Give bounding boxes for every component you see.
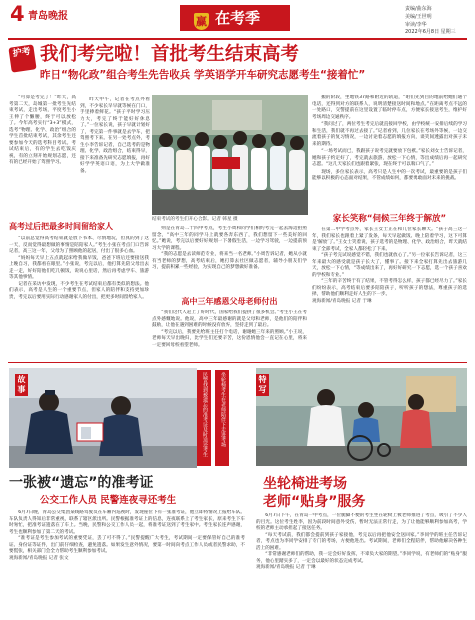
wheelchair-article [256, 513, 467, 614]
article-paragraph: “以前总觉得高考结束就是放下书本、尽情地玩，但真的到了这一天，反而觉得最想做的事情是陪陪家人。”考生小张在考点门口告诉记者，高三这一年，父母为了照顾他的起居，付出了很多心血。 [9, 236, 149, 255]
article-paragraph: “我们这代人赶上了好时代，国家给我们提供了很多机会。”考生小王在考点外感慨地说。他说，高中三年最感谢的就是父母和老师，是他们的陪伴和鼓励，让他在遇到困难的时候没有放弃，坚持走到了最后。 [152, 310, 307, 329]
article-paragraph: “妈妈每天早上五点就起床给我做早饭，爸爸下班后还要接送我上晚自习，我都看在眼里。”小张说，考完以后，他打算先陪父母出去走一走，好好陪他们吃几顿饭，说说心里话，然后再考虑学车、旅游等其他事情。 [9, 255, 149, 281]
story-tag-text: 故事 [17, 375, 26, 394]
banner-shield: 赢 [196, 15, 207, 28]
article-paragraph: 现场，多位家长表示，高考只是人生中的一次考试，最重要的是孩子们能够以积极的心态面对结果，不管成绩如何，都要勇敢面对未来的挑战。 [312, 169, 467, 182]
article-paragraph: “准考证是考生参加考试的重要凭证，丢了可不得了。”民警提醒广大考生，考试期间一定要保管好自己的准考证、身份证等证件，出门前仔细检查，避免遗落。如果发生意外情况，要第一时间向考点工作人员或者民警求助，不要慌张，相关部门会全力帮助考生顺利参加考试。 [9, 536, 245, 555]
photo-caption: 结束考试的考生们开心合影。记者 韩星 摄 [152, 217, 238, 222]
wheelchair-headline-line2: 老师“贴身”服务 [263, 494, 366, 510]
article-paragraph: “一场考试而已，我跟孩子说考完就要放下包袱。”家长刘女士告诉记者，她和孩子约定好了，考完就去旅游，放松一下心情，等出成绩后再一起研究志愿。“这几天家长们也跟着紧张，现在终于可以喘口气了。” [312, 149, 467, 168]
editor-line: 美编/王世明 [405, 14, 432, 20]
intro-column-main [80, 97, 150, 215]
story-tag [15, 374, 28, 396]
paper-name: 青岛晚报 [28, 11, 68, 22]
wheelchair-side-caption: 坐轮椅考生在老师陪伴下走进考场 [215, 370, 229, 466]
right-article [312, 95, 467, 225]
section-divider [8, 362, 467, 363]
page-number: 4 [10, 2, 25, 26]
article-paragraph: “三年的辛苦终于有了结果，不管考得怎么样，孩子都已经尽力了。”家长们纷纷表示，高考结束后要多陪陪孩子，听听孩子的想法，尊重孩子的选择，帮助他们顺利走好人生的下一步。 [312, 279, 467, 298]
article-paragraph: 6月7日晚，青岛公交集团某线路驾驶员在车厢内巡视时，发现座位下有一张准考证，他立即将情况上报给车队。车队负责人得知后非常重视，联系了辖区派出所。民警根据准考证上的信息，连夜联系上了考生家长，原来考生下车时匆忙，把准考证遗落在了车上。当晚，民警和公交工作人员一起，将准考证送到了考生家中。考生家长连声感谢，考生也顺利参加了第二天的考试。 [9, 510, 245, 535]
article-paragraph: “我的志愿是去读师范专业，将来当一名老师。”小周告诉记者，她从小就有当老师的梦想，高考结束后，她打算去社区做志愿者，辅导小朋友们学习，提前积累一些经验，为实现自己的梦想做好准备。 [152, 252, 307, 271]
police-photo-image [9, 368, 197, 468]
students-photo-image [152, 95, 308, 215]
intro-column-left [9, 95, 76, 215]
parent-subheading: 家长笑称“伺候三年终于解放” [332, 214, 447, 224]
section-banner [180, 5, 290, 31]
feature-tag [256, 374, 269, 396]
article-paragraph: “每天考试前，我们都会提前到孩子家接他，考完以后再把他安全送回家。”李同学的班主任告诉记者，考点也为李同学安排了专门的考场，方便他进出。考试期间，老师们全程陪伴，帮助他解决各种生活上的困难。 [256, 532, 467, 551]
wheelchair-headline-line1: 坐轮椅进考场 [263, 476, 347, 492]
article-paragraph: 则是在青岛二十四中考点，考生小周和同学们相约考完一起去海边拍照留念，“高中三年的同学马上就要各奔东西了，我们想留下一些美好的回忆。”她说，考完以后要好好规划一下暑假生活，一边学习驾驶，一边提前预习大学的课程。 [152, 226, 307, 251]
police-article [9, 510, 245, 614]
article-paragraph: 记者在采访中发现，不少考生在考试结束后都有类似的想法。他们表示，高考是人生的一个重要节点，但家人的陪伴和支持更加珍贵，考完以后要用实际行动感谢家人的付出，把更多时间留给家人。 [9, 281, 149, 300]
police-photo [9, 368, 197, 468]
editor-credits [405, 5, 467, 29]
article-paragraph: “我问过了，两位考生考完后就直接回学校，由学校统一安排后续的学习和生活，我们就不再过去接了。”记者看到，几位家长在考场外等候，一边交流着孩子的复习情况，一边讨论着志愿的填报方向，谈笑间透露出对孩子未来的期待。 [312, 122, 467, 147]
wheelchair-photo-image [256, 368, 467, 466]
intro-paragraph: 昨天中午，记者在考点外看到，不少家长早早就等候在门口，手里捧着鲜花。“孩子平时学习压力大，考完了终于能好好休息了。”一位家长说，孩子早就计划好了，考完第一件事就是去学车，把驾照考下来。在另一处考点外，考生小李告诉记者，自己选考的是物理、化学、政治组合，结束得早，接下来准备先研究志愿填报，再好好学学英语口语，为上大学做准备。 [80, 97, 150, 174]
lead-photo [152, 95, 308, 215]
article-paragraph: 搬的阶段，坐地铁37路和附近的轨道，“咱们先到目的地前给她们通个电话，还得到对方的联系人，说明清楚接送时间和地点。”在距离考点不远的一处路口，交警提前在这里设置了临时停车点，方便家长接送考生，维护好考场周边交通秩序。 [312, 95, 467, 120]
article-credit: 观海新闻/青岛晚报 记者 张文 [9, 555, 69, 561]
gratitude-subheading: 高中三年感恩父母老师付出 [181, 297, 278, 306]
intro-paragraph: “可算是考完了！”昨天，高考第二天，岛城第一批考生先结束考试，走出考场，平度考生小王伸了个懒腰，终于可以放松了。今年高考实行“3+3”模式，选考“物理、化学、政治”组合的学生首批结束考试，其余考生还要参加今天的选考科目考试。考试结束后，有的学生去吃饭庆祝，有的立刻开始规划志愿，还有的已经开始了驾照学习。 [9, 95, 76, 166]
police-side-caption: 民警找到被遗忘的准考证及时送还考生 [197, 370, 211, 466]
masthead-rule [8, 38, 467, 40]
family-article [9, 236, 149, 358]
feature-tag-text: 特写 [258, 375, 267, 394]
issue-date: 2022年6月8日 星期三 [405, 29, 456, 35]
gratitude-article [152, 310, 307, 358]
kicker-badge [8, 44, 36, 72]
police-subhead: 公交工作人员 民警连夜寻还考生 [40, 495, 177, 506]
editor-line: 责编/曲东海 [405, 6, 432, 12]
article-paragraph: 6月7日下午，在青岛一中考点，一位腿脚不便的考生坐在轮椅上被老师推进了考点，吸引了不少人的目光。这位考生姓李，因为前段时间意外受伤，暂时无法正常行走，为了让他能够顺利参加高考，学校的老师主动承担起了接送任务。 [256, 513, 467, 532]
middle-article [152, 226, 307, 292]
kicker-text: 护考 [12, 46, 32, 60]
article-paragraph: 在第二中学考点外，家长王女士正在和几位家长聊天。“孩子高三这一年，我们家长也跟着上紧了发条，每天早起做饭、晚上陪着学习，这下可算是‘解放’了。”王女士笑着说，孩子选考的是物理、化学、政治组合，昨天就结束了全部考试，全家人都轻松了下来。 [312, 227, 467, 252]
lead-headline: 我们考完啦！首批考生结束高考 [40, 44, 300, 65]
article-paragraph: “孩子考完试说感觉不错，我们也就放心了。”另一位家长告诉记者，这三年来最大的感受就是孩子长大了，懂事了。接下来全家打算先出去旅游几天，放松一下心情，“等成绩出来了，再好好研究一下志愿，选一个孩子喜欢的学校和专业。” [312, 253, 467, 278]
lead-subhead: 昨日“物化政”组合考生先告收兵 学英语学开车研究志愿考生“接着忙” [40, 69, 366, 81]
police-headline: 一张被“遗忘”的准考证 [9, 475, 154, 491]
article-credit: 观海新闻/青岛晚报 记者 于琳 [256, 565, 316, 571]
banner-text: 在考季 [215, 9, 261, 27]
article-credit: 观海新闻/青岛晚报 记者 于琳 [312, 298, 372, 304]
article-paragraph: “非常感谢老师们的帮助，我一定会好好发挥，不辜负大家的期望。”李同学说，有老师们的“贴身”服务，他心里踏实多了，一定会以最好的状态完成考试。 [256, 552, 467, 564]
family-subheading: 高考过后把最多时间留给家人 [9, 222, 113, 231]
article-paragraph: “考完以后，我要先给班主任打个电话，谢谢她三年来的照顾。”小王说，老师每天早出晚归，比学生们还要辛苦，这份恩情他会一直记在心里，将来一定要回母校看望老师。 [152, 329, 307, 348]
wheelchair-photo [256, 368, 467, 466]
editor-line: 审读/李华 [405, 22, 427, 28]
parent-article [312, 227, 467, 360]
